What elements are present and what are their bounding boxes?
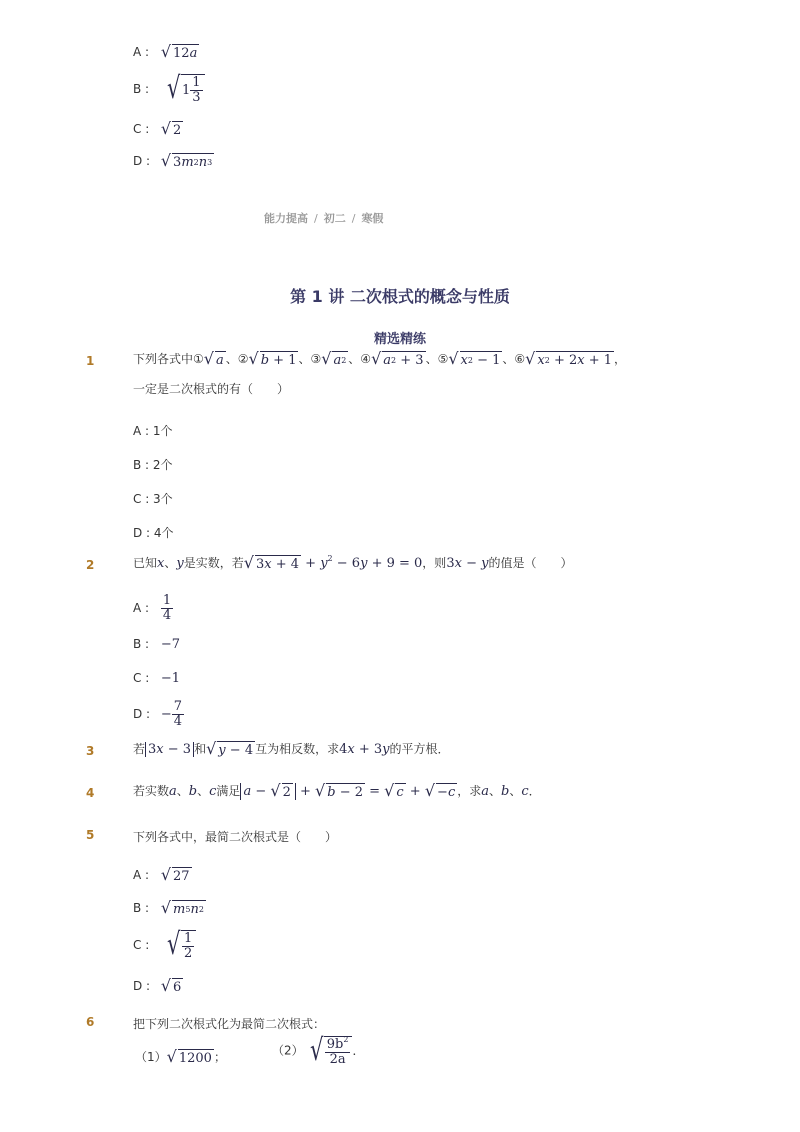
- question-number: 2: [86, 558, 95, 572]
- option-b: B : √ 1 $\frac{1}{3}$: [133, 74, 205, 104]
- sub-question-1: （1） √ 1200 ；: [135, 1047, 226, 1066]
- option-d[interactable]: D : √ 6: [133, 976, 182, 995]
- question-text: 已知x、y是实数，若 √ 3 x + 4 + $y^2 - 6y + 9 = 0$，则3x − y的值是（ ）: [133, 553, 573, 572]
- option-a[interactable]: A : √ 27: [133, 865, 190, 884]
- question-text: 若实数a、b、c满足 a − √ 2 + √ b − 2 = √ c + √ − c ，求a、b、c．: [133, 781, 541, 800]
- option-d: D : √ 3 m 2 n 3: [133, 151, 213, 170]
- option-c[interactable]: C : √ $\frac{1}{2}$: [133, 930, 196, 960]
- option-c[interactable]: C : 3个: [133, 492, 173, 506]
- math-expression: √ 2: [160, 119, 182, 138]
- page-title: 第 1 讲 二次根式的概念与性质: [290, 287, 510, 306]
- option-c[interactable]: C : −1: [133, 671, 180, 686]
- option-a[interactable]: A : 1个: [133, 424, 173, 438]
- breadcrumb: 能力提高 / 初二 / 寒假: [264, 212, 384, 225]
- option-d[interactable]: D : 4个: [133, 526, 174, 540]
- question-number: 4: [86, 786, 95, 800]
- question-number: 1: [86, 354, 95, 368]
- math-expression: √ 12 a: [160, 42, 198, 61]
- sub-question-2: （2） √ $\frac{9b^2}{2a}$ ．: [272, 1033, 365, 1068]
- section-title: 精选精练: [373, 332, 426, 347]
- question-text: 下列各式中，最简二次根式是（ ）: [133, 830, 338, 844]
- question-text: 把下列二次根式化为最简二次根式：: [133, 1017, 326, 1031]
- breadcrumb-item[interactable]: 寒假: [361, 212, 384, 225]
- option-b[interactable]: B : √ m 5 n 2: [133, 898, 204, 917]
- question-number: 6: [86, 1015, 95, 1029]
- breadcrumb-item[interactable]: 能力提高: [264, 212, 308, 225]
- question-number: 5: [86, 828, 95, 842]
- option-b[interactable]: B : 2个: [133, 458, 173, 472]
- option-a: A : √ 12 a: [133, 42, 198, 61]
- math-expression: √ 1 $\frac{1}{3}$: [161, 82, 205, 97]
- question-text-line2: 一定是二次根式的有（ ）: [133, 382, 290, 396]
- breadcrumb-item[interactable]: 初二: [323, 212, 346, 225]
- option-d[interactable]: D : − $\frac{7}{4}$: [133, 699, 183, 729]
- question-text: 若 3x − 3 和 √ y − 4 互为相反数，求4x + 3y的平方根．: [133, 739, 450, 758]
- option-b[interactable]: B : −7: [133, 637, 180, 652]
- question-text: 下列各式中① √ a 、② √ b + 1 、③ √ a 2 、④ √ a 2 + 3 、⑤ √ x 2 − 1 、⑥ √ x 2 + 2 x + 1 ，: [133, 349, 627, 368]
- option-a[interactable]: A : $\frac{1}{4}$: [133, 593, 172, 623]
- option-c: C : √ 2: [133, 119, 182, 138]
- math-expression: √ 3 m 2 n 3: [160, 151, 213, 170]
- question-number: 3: [86, 744, 95, 758]
